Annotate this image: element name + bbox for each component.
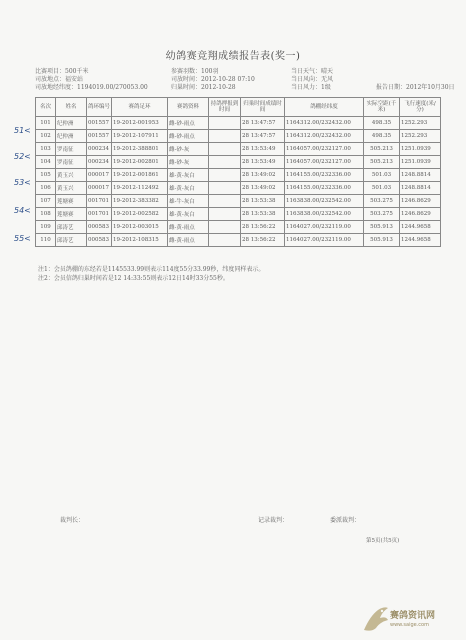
cell-speed: 1251.0939 [400, 143, 441, 156]
cell-distance: 498.35 [364, 117, 400, 130]
table-row [36, 195, 441, 208]
cell-ring: 19-2012-112492 [112, 182, 168, 195]
cell-speed: 1252.293 [400, 117, 441, 130]
cell-coordinates: 1164027.00/232119.00 [285, 234, 364, 247]
release-coordinates: 司放地经纬度：1194019.00/270053.00 [35, 84, 148, 91]
return-time: 归巢时间：2012-10-28 [171, 84, 236, 91]
pigeon-logo-icon [360, 602, 390, 636]
header-rank: 名次 [36, 98, 56, 117]
watermark-name: 赛鸽资讯网 [390, 611, 436, 621]
release-location: 司放地点：福安站 [35, 76, 84, 83]
cell-arrival-time: 28 13:56:22 [241, 221, 285, 234]
cell-report-time [209, 117, 241, 130]
cell-report-time [209, 208, 241, 221]
cell-coordinates: 1164155.00/232336.00 [285, 182, 364, 195]
cell-ring: 19-2012-002801 [112, 156, 168, 169]
note-2: 注2：会员信鸽归巢时间若是12 14:33:55则表示12日14时33分55秒。 [38, 275, 229, 282]
cell-loft-id: 000583 [87, 221, 112, 234]
notes [38, 265, 264, 283]
cell-coordinates: 1164057.00/232127.00 [285, 143, 364, 156]
cell-rank: 102 [36, 130, 56, 143]
cell-distance: 505.913 [364, 234, 400, 247]
cell-coordinates: 1164057.00/232127.00 [285, 156, 364, 169]
cell-speed: 1246.8629 [400, 195, 441, 208]
cell-pigeon-info: 雄-黄-灰白 [168, 182, 209, 195]
supervisor-signature-label: 委派裁判： [330, 517, 361, 524]
race-info-mid [171, 68, 255, 92]
cell-ring: 19-2012-107911 [112, 130, 168, 143]
cell-rank: 106 [36, 182, 56, 195]
table-header-row [36, 98, 441, 117]
note-1: 注1：会员鸽棚的东经若是1145533.99则表示114度55分33.99秒，纬度同样表示。 [38, 266, 265, 273]
cell-distance: 501.03 [364, 169, 400, 182]
release-time: 司放时间：2012-10-28 07:10 [171, 76, 255, 83]
cell-rank: 104 [36, 156, 56, 169]
cell-arrival-time: 28 13:53:49 [241, 143, 285, 156]
cell-pigeon-info: 雌-砂-灰 [168, 156, 209, 169]
cell-name: 罗南征 [56, 143, 87, 156]
cell-rank: 101 [36, 117, 56, 130]
cell-rank: 107 [36, 195, 56, 208]
cell-loft-id: 000234 [87, 156, 112, 169]
cell-loft-id: 001557 [87, 117, 112, 130]
handwritten-mark: 54< [14, 206, 31, 215]
cell-pigeon-info: 雄-黄-灰白 [168, 169, 209, 182]
cell-report-time [209, 143, 241, 156]
cell-coordinates: 1164312.00/232432.00 [285, 130, 364, 143]
cell-rank: 110 [36, 234, 56, 247]
cell-report-time [209, 182, 241, 195]
cell-distance: 498.35 [364, 130, 400, 143]
cell-speed: 1244.9658 [400, 221, 441, 234]
cell-report-time [209, 221, 241, 234]
cell-report-time [209, 156, 241, 169]
cell-ring: 19-2012-001861 [112, 169, 168, 182]
cell-name: 莲塘赛 [56, 208, 87, 221]
cell-arrival-time: 28 13:47:57 [241, 117, 285, 130]
cell-loft-id: 001701 [87, 208, 112, 221]
cell-pigeon-info: 雌-砂-雨点 [168, 130, 209, 143]
report-title: 幼鸽赛竞翔成绩报告表(奖一) [165, 51, 301, 62]
cell-pigeon-info: 雄-黄-灰白 [168, 208, 209, 221]
cell-loft-id: 000017 [87, 182, 112, 195]
cell-loft-id: 001701 [87, 195, 112, 208]
table-row [36, 208, 441, 221]
handwritten-mark: 52< [14, 152, 31, 161]
cell-speed: 1252.293 [400, 130, 441, 143]
cell-ring: 19-2012-388801 [112, 143, 168, 156]
cell-name: 黄玉兴 [56, 182, 87, 195]
cell-name: 纪仲洲 [56, 117, 87, 130]
cell-distance: 505.213 [364, 143, 400, 156]
cell-distance: 503.275 [364, 208, 400, 221]
race-info-right [291, 68, 455, 92]
table-row [36, 117, 441, 130]
watermark-url: www.saige.com [390, 622, 429, 628]
cell-arrival-time: 28 13:53:38 [241, 208, 285, 221]
header-arrival-time: 归巢时间成绩时间 [241, 98, 285, 117]
table-row [36, 156, 441, 169]
cell-speed: 1246.8629 [400, 208, 441, 221]
cell-name: 邱涛艺 [56, 234, 87, 247]
site-watermark [360, 602, 460, 636]
report-date: 报告日期：2012年10月30日 [376, 84, 455, 91]
cell-report-time [209, 169, 241, 182]
referee-signature-label: 裁判长： [60, 517, 85, 524]
table-row [36, 221, 441, 234]
cell-name: 罗南征 [56, 156, 87, 169]
cell-coordinates: 1164155.00/232336.00 [285, 169, 364, 182]
table-row [36, 169, 441, 182]
results-table [35, 97, 441, 247]
cell-name: 纪仲洲 [56, 130, 87, 143]
table-row [36, 143, 441, 156]
cell-loft-id: 000234 [87, 143, 112, 156]
cell-name: 邱涛艺 [56, 221, 87, 234]
wind-direction: 当日风向：无风 [291, 76, 334, 83]
handwritten-mark: 51< [14, 126, 31, 135]
cell-arrival-time: 28 13:49:02 [241, 182, 285, 195]
cell-rank: 103 [36, 143, 56, 156]
cell-arrival-time: 28 13:53:38 [241, 195, 285, 208]
table-row [36, 130, 441, 143]
page-number: 第5页(共5页) [366, 538, 400, 544]
cell-report-time [209, 130, 241, 143]
cell-loft-id: 000583 [87, 234, 112, 247]
cell-arrival-time: 28 13:56:22 [241, 234, 285, 247]
cell-name: 黄玉兴 [56, 169, 87, 182]
weather: 当日天气：晴天 [291, 68, 334, 75]
entry-count: 参赛羽数：100羽 [171, 68, 219, 75]
cell-ring: 19-2012-001953 [112, 117, 168, 130]
cell-ring: 19-2012-108315 [112, 234, 168, 247]
cell-distance: 503.275 [364, 195, 400, 208]
cell-speed: 1248.8814 [400, 169, 441, 182]
table-row [36, 234, 441, 247]
cell-distance: 505.913 [364, 221, 400, 234]
cell-ring: 19-2012-003015 [112, 221, 168, 234]
cell-name: 莲塘赛 [56, 195, 87, 208]
cell-pigeon-info: 雄-牛-灰白 [168, 195, 209, 208]
race-info-left [35, 68, 148, 92]
cell-report-time [209, 234, 241, 247]
header-pigeon-info: 赛鸽资料 [168, 98, 209, 117]
cell-pigeon-info: 雌-黄-雨点 [168, 234, 209, 247]
cell-ring: 19-2012-002582 [112, 208, 168, 221]
header-speed: 飞行速度(米/分) [400, 98, 441, 117]
cell-speed: 1244.9658 [400, 234, 441, 247]
cell-report-time [209, 195, 241, 208]
cell-distance: 501.03 [364, 182, 400, 195]
cell-speed: 1248.8814 [400, 182, 441, 195]
cell-pigeon-info: 雌-砂-灰 [168, 143, 209, 156]
cell-arrival-time: 28 13:47:57 [241, 130, 285, 143]
cell-arrival-time: 28 13:53:49 [241, 156, 285, 169]
wind-force: 当日风力：1级 [291, 84, 331, 91]
cell-rank: 108 [36, 208, 56, 221]
header-name: 姓名 [56, 98, 87, 117]
cell-rank: 109 [36, 221, 56, 234]
cell-pigeon-info: 雌-砂-雨点 [168, 117, 209, 130]
cell-coordinates: 1164027.00/232119.00 [285, 221, 364, 234]
cell-rank: 105 [36, 169, 56, 182]
cell-coordinates: 1163838.00/232542.00 [285, 195, 364, 208]
table-row [36, 182, 441, 195]
cell-coordinates: 1164312.00/232432.00 [285, 117, 364, 130]
cell-distance: 505.213 [364, 156, 400, 169]
header-ring: 赛鸽足环 [112, 98, 168, 117]
cell-arrival-time: 28 13:49:02 [241, 169, 285, 182]
handwritten-mark: 55< [14, 234, 31, 243]
header-report-time: 持鸽押报到时间 [209, 98, 241, 117]
cell-ring: 19-2012-383382 [112, 195, 168, 208]
handwritten-mark: 53< [14, 178, 31, 187]
header-loft-id: 鸽环编号 [87, 98, 112, 117]
cell-pigeon-info: 雌-黄-雨点 [168, 221, 209, 234]
cell-coordinates: 1163838.00/232542.00 [285, 208, 364, 221]
cell-speed: 1251.0939 [400, 156, 441, 169]
recorder-signature-label: 记录裁判： [258, 517, 289, 524]
header-coordinates: 鸽棚经纬度 [285, 98, 364, 117]
cell-loft-id: 001557 [87, 130, 112, 143]
cell-loft-id: 000017 [87, 169, 112, 182]
race-item: 比赛项目：500千米 [35, 68, 89, 75]
header-distance: 实际空距(千米) [364, 98, 400, 117]
